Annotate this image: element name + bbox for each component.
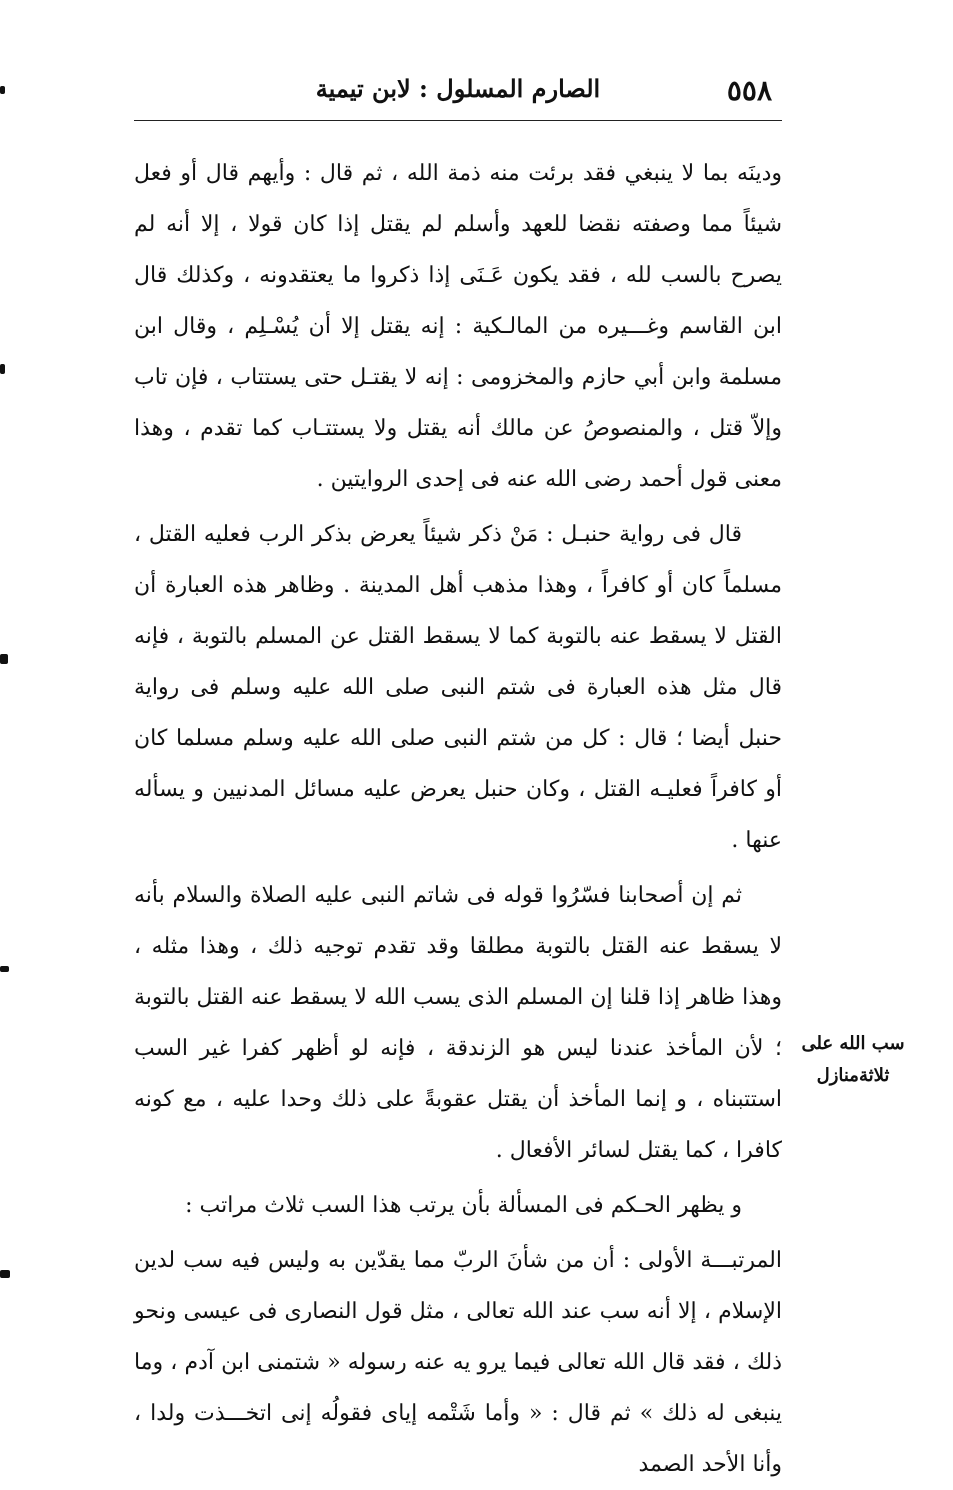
margin-note [792, 1028, 914, 1092]
paragraph-4: و يظهر الحـكم فى المسألة بأن يرتب هذا السب ثلاث مراتب : [185, 1193, 742, 1218]
paragraph-5: المرتبـــة الأولى : أن من شأنَ الربّ مما يقدّين به وليس فيه سب لدين الإسلام ، إلا أنه سب عند الله تعالى ، مثل قول النصارى فى عيسى ونحو ذلك ، فقد قال الله تعالى فيما يرو يه عنه رسوله « شتمنى ابن آدم ، وما ينبغى له ذلك » ثم قال : « وأما شَتْمه إياى فقولُه إنى اتخـــذت ولدا ، وأنا الأحد الصمد [134, 1248, 782, 1477]
margin-note-line-1: سب الله على [801, 1033, 905, 1054]
header-rule [134, 120, 782, 121]
paragraph-1: ودينَه بما لا ينبغي فقد برئت منه ذمة الله ، ثم قال : وأيهم قال أو فعل شيئاً مما وصفته نقضا للعهد وأسلم لم يقتل إذا كان قولا ، إلا أنه لم يصرح بالسب لله ، فقد يكون عَـنَى إذا ذكروا ما يعتقدونه ، وكذلك قال ابن القاسم وغـــيره من المالـكية : إنه يقتل إلا أن يُسْـلِم ، وقال ابن مسلمة وابن أبي حازم والمخزومى : إنه لا يقتـل حتى يستتاب ، فإن تاب وإلاّ قتل ، والمنصوصُ عن مالك أنه يقتل ولا يستتـاب كما تقدم ، وهذا معنى قول أحمد رضى الله عنه فى إحدى الروايتين . [134, 161, 782, 492]
scan-edge-mark [0, 364, 5, 374]
paragraph-3: ثم إن أصحابنا فسّرُوا قوله فى شاتم النبى عليه الصلاة والسلام بأنه لا يسقط عنه القتل بالتوبة مطلقا وقد تقدم توجيه ذلك ، وهذا مثله ، وهذا ظاهر إذا قلنا إن المسلم الذى يسب الله لا يسقط عنه القتل بالتوبة ؛ لأن المأخذ عندنا ليس هو الزندقة ، فإنه لو أظهر كفرا غير السب استتبناه ، و إنما المأخذ أن يقتل عقوبةً على ذلك وحدا عليه ، مع كونه كافرا ، كما يقتل لسائر الأفعال . [134, 883, 783, 1163]
running-title: الصارم المسلول : لابن تيمية [315, 74, 601, 103]
page-header [134, 66, 782, 116]
body-text [134, 148, 782, 1490]
scan-edge-mark [0, 1270, 10, 1278]
margin-note-line-2: ثلاثةمنازل [816, 1065, 890, 1086]
page-number: ٥٥٨ [726, 74, 772, 107]
scan-edge-mark [0, 654, 8, 664]
paragraph-2: قال فى رواية حنبـل : مَنْ ذكر شيئاً يعرض بذكر الرب فعليه القتل ، مسلماً كان أو كافراً ، وهذا مذهب أهل المدينة . وظاهر هذه العبارة أن القتل لا يسقط عنه بالتوبة كما لا يسقط القتل عن المسلم بالتوبة ، فإنه قال مثل هذه العبارة فى شتم النبى صلى الله عليه وسلم فى رواية حنبل أيضا ؛ قال : كل من شتم النبى صلى الله عليه وسلم مسلما كان أو كافراً فعليـه القتل ، وكان حنبل يعرض عليه مسائل المدنيين و يسأله عنها . [134, 522, 782, 853]
scan-edge-mark [0, 966, 9, 972]
scan-edge-mark [0, 86, 5, 94]
